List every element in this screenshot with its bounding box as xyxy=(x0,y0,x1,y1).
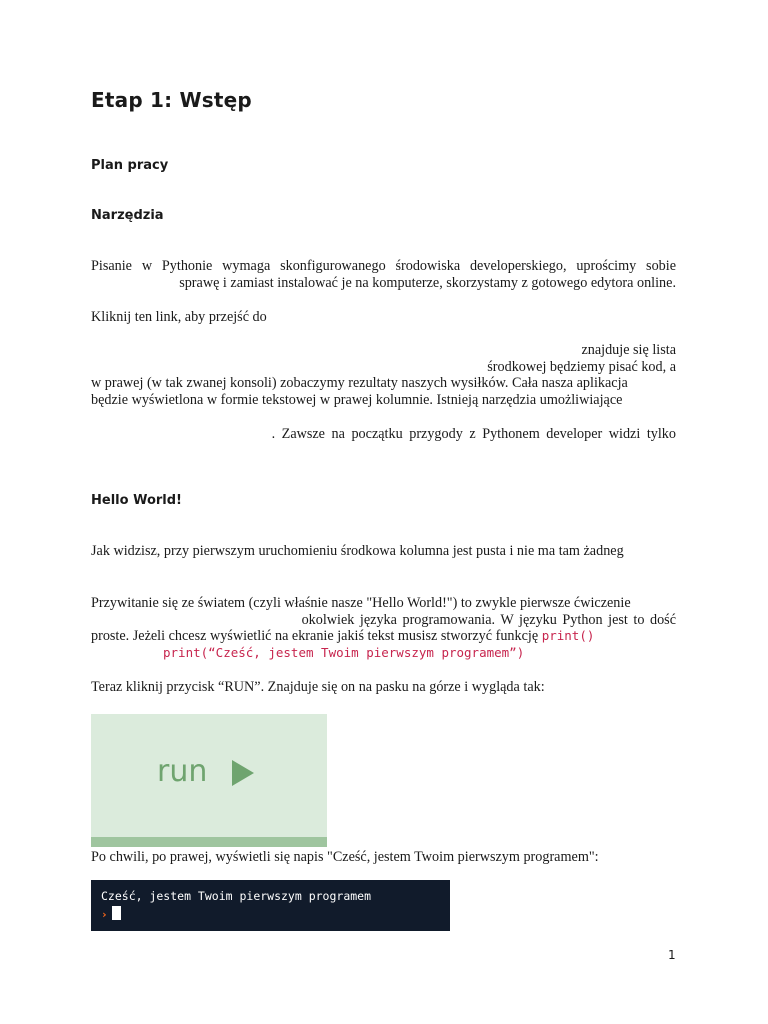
paragraph-start: . Zawsze na początku przygody z Pythonem developer widzi tylko xyxy=(271,426,676,442)
console-text: Cześć, jestem Twoim pierwszym programem xyxy=(101,889,372,903)
paragraph-line: w prawej (w tak zwanej konsoli) zobaczymy rezultaty naszych wysiłków. Cała nasza aplikacja xyxy=(91,375,628,391)
paragraph-run-instruction: Teraz kliknij przycisk “RUN”. Znajduje się on na pasku na górze i wygląda tak: xyxy=(91,679,545,695)
inline-code-print: print() xyxy=(541,628,595,643)
paragraph-editor xyxy=(91,342,676,408)
run-button-image xyxy=(91,714,327,847)
paragraph-tools xyxy=(91,258,676,291)
paragraph-line: Przywitanie się ze światem (czyli właśnie nasze "Hello World!") to zwykle pierwsze ćwiczenie xyxy=(91,595,631,611)
code-example: print(“Cześć, jestem Twoim pierwszym programem”) xyxy=(163,645,525,660)
paragraph-line xyxy=(91,628,676,645)
console-output xyxy=(91,880,450,931)
paragraph-line: okolwiek języka programowania. W języku Python jest to dość xyxy=(301,611,676,628)
paragraph-text: proste. Jeżeli chcesz wyświetlić na ekranie jakiś tekst musisz stworzyć funkcję xyxy=(91,628,539,644)
page-title: Etap 1: Wstęp xyxy=(91,88,252,112)
paragraph-line: Pisanie w Pythonie wymaga skonfigurowanego środowiska developerskiego, uprościmy sobie xyxy=(91,258,676,274)
paragraph-output: Po chwili, po prawej, wyświetli się napis "Cześć, jestem Twoim pierwszym programem": xyxy=(91,849,599,865)
heading-hello-world: Hello World! xyxy=(91,493,182,508)
prompt-icon: › xyxy=(101,908,108,921)
paragraph-line: znajduje się lista xyxy=(581,342,676,358)
paragraph-line: sprawę i zamiast instalować je na komputerze, skorzystamy z gotowego edytora online. xyxy=(179,274,676,291)
paragraph-hello-world xyxy=(91,595,676,645)
heading-plan: Plan pracy xyxy=(91,158,169,173)
paragraph-link: Kliknij ten link, aby przejść do xyxy=(91,309,267,325)
paragraph-line: będzie wyświetlona w formie tekstowej w prawej kolumnie. Istnieją narzędzia umożliwiające xyxy=(91,391,623,408)
heading-tools: Narzędzia xyxy=(91,208,164,223)
cursor-block xyxy=(112,906,121,920)
paragraph-empty-column: Jak widzisz, przy pierwszym uruchomieniu środkowa kolumna jest pusta i nie ma tam żadneg xyxy=(91,543,624,559)
play-triangle-icon xyxy=(230,759,256,787)
page-number: 1 xyxy=(668,948,676,962)
paragraph-line: środkowej będziemy pisać kod, a xyxy=(487,358,676,375)
run-bar xyxy=(91,837,327,847)
run-label: run xyxy=(157,754,208,789)
console-prompt-line xyxy=(101,905,121,923)
